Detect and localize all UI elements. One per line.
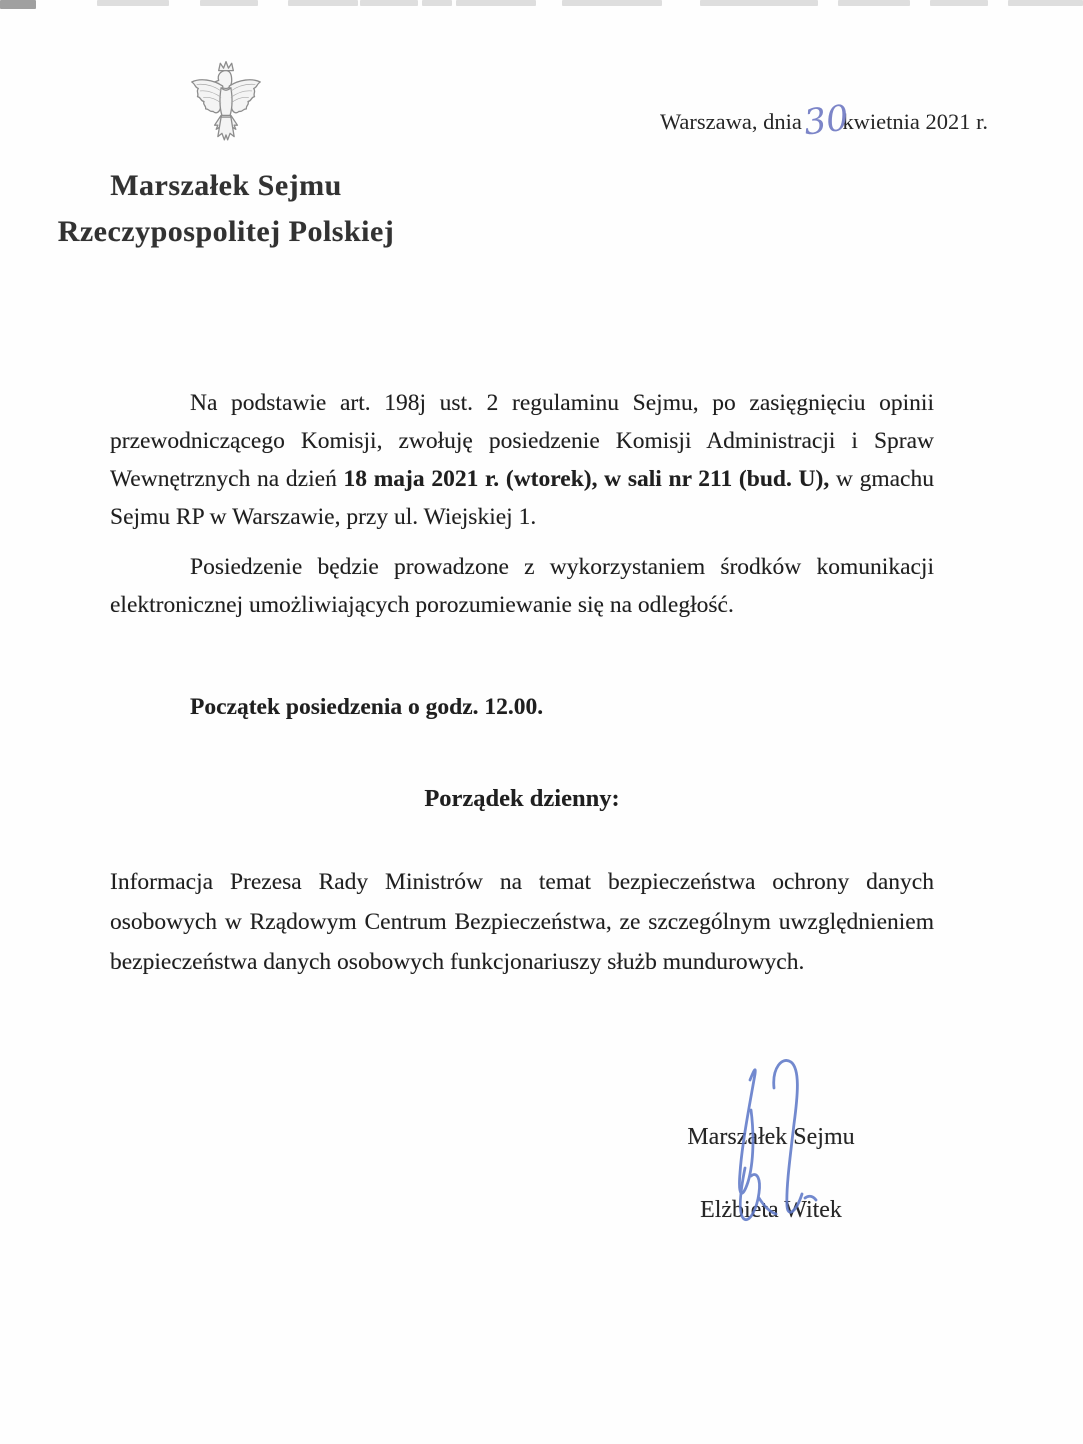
scan-artifact	[838, 0, 910, 6]
agenda-heading: Porządek dzienny:	[424, 785, 620, 812]
paragraph-convocation-text: Na podstawie art. 198j ust. 2 regulaminu Sejmu, po zasięgnięciu opinii przewodniczącego Komisji, zwołuję posiedzenie Komisji Administracji i Spraw Wewnętrznych na dzień	[110, 390, 934, 492]
scan-artifact	[200, 0, 258, 6]
scan-artifact	[1008, 0, 1083, 6]
paragraph-convocation	[110, 384, 934, 536]
signatory-title: Marszałek Sejmu	[687, 1124, 855, 1150]
meeting-date-room-bold: 18 maja 2021 r. (wtorek), w sali nr 211 (bud. U),	[343, 466, 830, 492]
paragraph-convocation-tail: w gmachu Sejmu RP w Warszawie, przy ul. Wiejskiej 1.	[110, 466, 934, 530]
handwritten-day: 30	[801, 98, 851, 144]
paragraph-remote-participation: Posiedzenie będzie prowadzone z wykorzystaniem środków komunikacji elektronicznej umożliwiających porozumiewanie się na odległość.	[110, 554, 934, 618]
scan-artifact	[97, 0, 169, 6]
scan-artifact	[360, 0, 418, 6]
date-suffix: kwietnia 2021 r.	[842, 109, 988, 134]
agenda-item: Informacja Prezesa Rady Ministrów na temat bezpieczeństwa ochrony danych osobowych w Rządowym Centrum Bezpieczeństwa, ze szczególnym uwzględnieniem bezpieczeństwa danych osobowych funkcjonariuszy służb mundurowych.	[110, 869, 934, 975]
polish-eagle-icon	[185, 60, 267, 153]
scan-artifact	[930, 0, 988, 6]
date-line	[659, 98, 988, 144]
meeting-start-time: Początek posiedzenia o godz. 12.00.	[190, 694, 544, 720]
sender-title-line2: Rzeczypospolitej Polskiej	[57, 215, 395, 248]
letterhead	[40, 60, 412, 255]
scan-artifact	[456, 0, 536, 6]
signature-block	[640, 1124, 902, 1224]
scan-artifact	[422, 0, 452, 6]
date-prefix: Warszawa, dnia	[659, 109, 802, 134]
scan-artifact	[562, 0, 662, 6]
scan-artifact	[700, 0, 818, 6]
scan-artifact	[0, 0, 36, 9]
signatory-name: Elżbieta Witek	[700, 1197, 842, 1223]
scan-artifact	[288, 0, 358, 6]
sender-title-line1: Marszałek Sejmu	[110, 169, 342, 202]
